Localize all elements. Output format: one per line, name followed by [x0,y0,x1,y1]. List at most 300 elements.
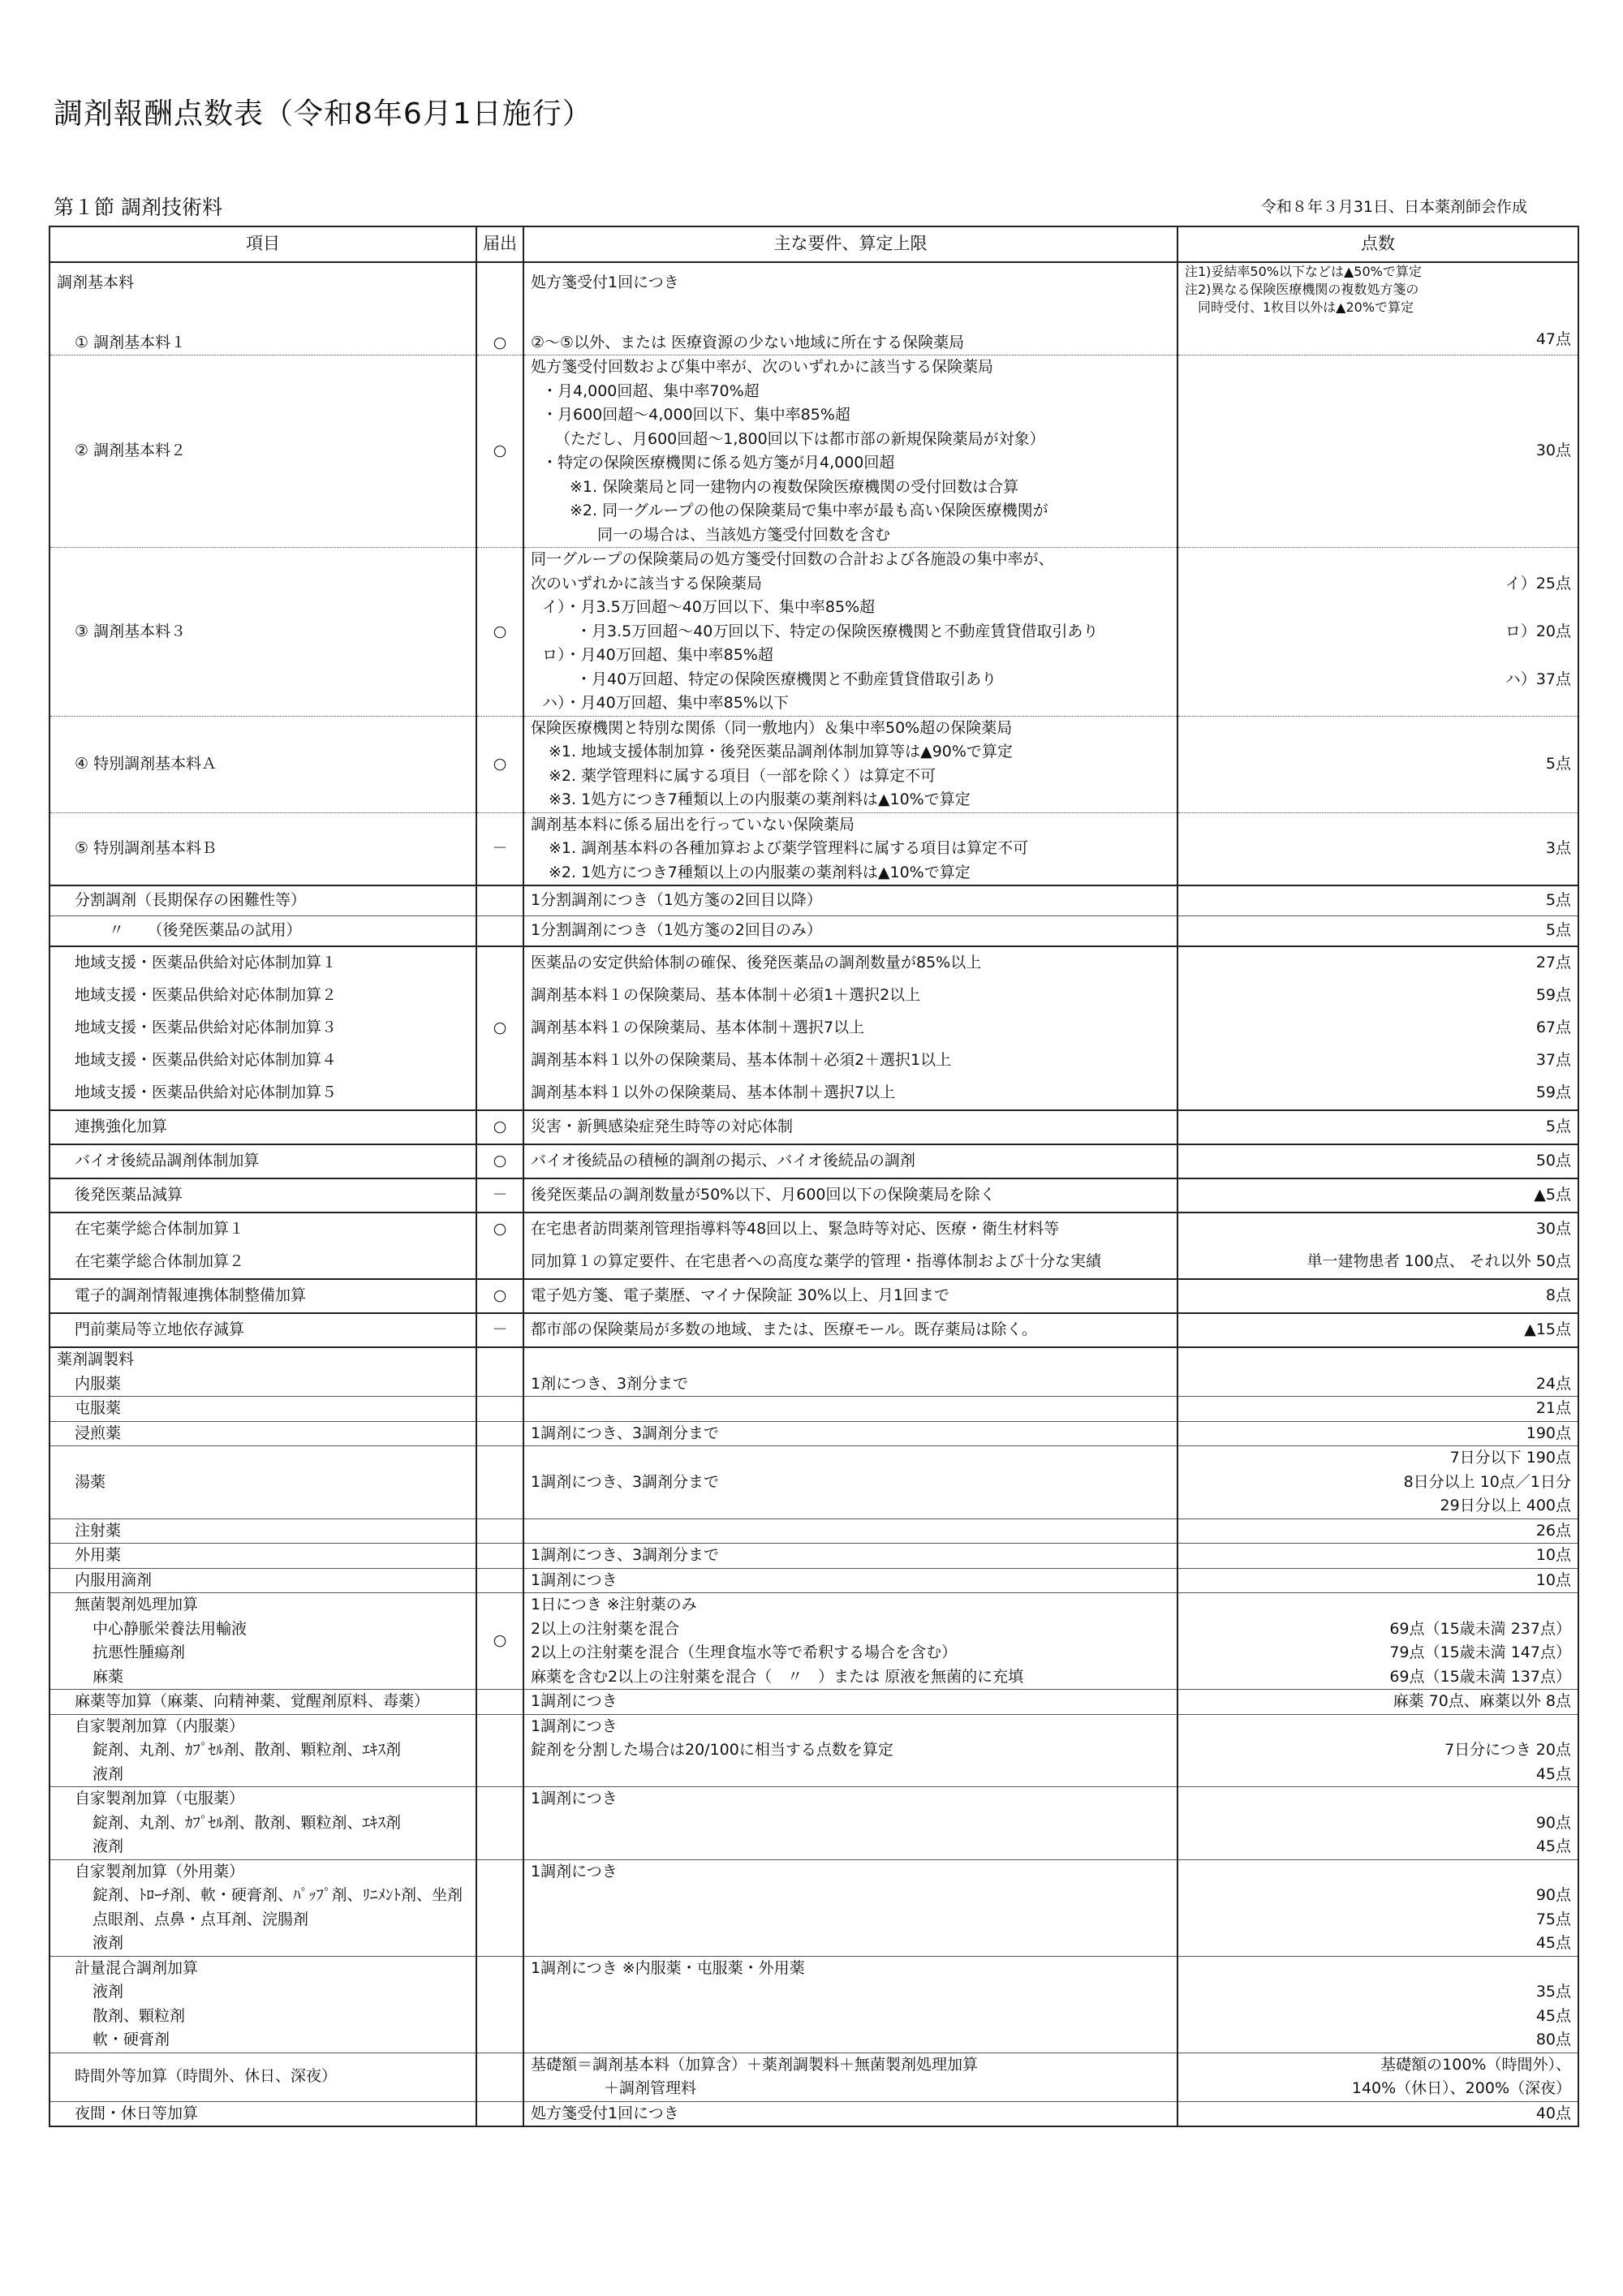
notification-mark: ○ [493,1152,507,1170]
cell-line: 1調剤につき、3調剤分まで [531,1472,720,1491]
cell-line: 電子処方箋、電子薬歴、マイナ保険証 30%以上、月1回まで [531,1286,949,1305]
table-row [50,1213,1578,1246]
header-item: 項目 [50,226,476,262]
cell-line: 45点 [1535,1764,1571,1783]
cell-line: 79点（15歳未満 147点） [1389,1643,1571,1661]
cell-line: 錠剤、丸剤、ｶﾌﾟｾﾙ剤、散剤、顆粒剤、ｴｷｽ剤 [93,1741,402,1759]
item-cell [50,1544,476,1569]
cell-line: 45点 [1535,1934,1571,1952]
cell-line: 屯服薬 [75,1399,122,1417]
cell-line: ハ）・月40万回超、集中率85%以下 [542,694,789,712]
notification-cell [476,1397,523,1422]
item-cell [50,2101,476,2126]
requirement-cell [523,1593,1177,1690]
cell-line: 24点 [1535,1374,1571,1393]
points-cell [1177,885,1578,916]
cell-line: 8日分以上 10点／1日分 [1403,1472,1571,1491]
cell-line: 散剤、顆粒剤 [93,2006,186,2025]
item-cell [50,2053,476,2101]
points-cell [1177,1313,1578,1347]
cell-line: 2以上の注射薬を混合（生理食塩水等で希釈する場合を含む） [531,1643,958,1661]
table-row [50,1518,1578,1544]
points-cell [1177,946,1578,980]
page-title: 調剤報酬点数表（令和8年6月1日施行） [54,97,592,131]
cell-line: 67点 [1535,1019,1571,1037]
cell-line [531,1932,1170,1956]
cell-line: 分割調剤（長期保存の困難性等） [75,891,307,910]
points-cell [1177,1690,1578,1715]
requirement-cell [523,1544,1177,1569]
notification-cell [476,1279,523,1313]
points-cell [1177,1012,1578,1045]
cell-line: バイオ後続品調剤体制加算 [75,1152,260,1170]
cell-line: 45点 [1535,1837,1571,1855]
item-cell [50,1246,476,1279]
cell-line: 抗悪性腫瘍剤 [93,1643,186,1661]
table-row [50,1544,1578,1569]
requirement-cell [523,1012,1177,1045]
cell-line: 地域支援・医薬品供給対応体制加算５ [75,1083,338,1102]
header-points: 点数 [1177,226,1578,262]
notification-mark: ○ [493,1019,507,1037]
cell-line: 基礎額の100%（時間外）、 [1380,2055,1571,2074]
cell-line: 40点 [1535,2104,1571,2122]
table-row [50,812,1578,885]
cell-line [1185,644,1571,668]
table-body [50,262,1578,2126]
item-cell [50,1279,476,1313]
cell-line: 90点 [1535,1813,1571,1832]
table-row [50,355,1578,548]
cell-line: 自家製剤加算（外用薬） [75,1862,245,1880]
item-cell [50,1347,476,1397]
notification-cell [476,1956,523,2053]
cell-line: イ）25点 [1505,574,1571,592]
points-cell [1177,1593,1578,1690]
cell-line: 37点 [1535,1051,1571,1070]
cell-line: 50点 [1535,1152,1571,1170]
notification-cell [476,1077,523,1110]
cell-line: ① 調剤基本料１ [75,333,187,351]
table-row [50,1279,1578,1313]
notification-cell [476,1012,523,1045]
requirement-cell [523,1045,1177,1077]
cell-line: ※1. 保険薬局と同一建物内の複数保険医療機関の受付回数は合算 [570,477,1019,496]
table-row [50,548,1578,717]
cell-line: 30点 [1535,442,1571,460]
cell-line: ※1. 調剤基本料の各種加算および薬学管理料に属する項目は算定不可 [549,839,1029,857]
table-row [50,1347,1578,1397]
cell-line: 軟・硬膏剤 [93,2031,170,2048]
requirement-cell [523,2053,1177,2101]
cell-line: 35点 [1535,1983,1571,2001]
cell-line: 湯薬 [75,1472,106,1491]
notification-mark: ○ [493,1286,507,1305]
requirement-cell [523,548,1177,717]
cell-line: 液剤 [93,1934,124,1952]
notification-cell [476,716,523,812]
cell-line: ロ）・月40万回超、集中率85%超 [542,646,773,664]
cell-line: 29日分以上 400点 [1440,1497,1571,1514]
table-row [50,1421,1578,1446]
notification-cell [476,1213,523,1246]
cell-line: 外用薬 [75,1546,122,1564]
cell-line [1185,1860,1571,1885]
cell-line: 1分割調剤につき（1処方箋の2回目以降） [531,891,822,910]
cell-line: ③ 調剤基本料３ [75,622,187,640]
cell-line: ▲5点 [1534,1186,1571,1204]
cell-line [1185,691,1571,716]
cell-line: 錠剤、丸剤、ｶﾌﾟｾﾙ剤、散剤、顆粒剤、ｴｷｽ剤 [93,1813,402,1832]
credit-line: 令和８年３月31日、日本薬剤師会作成 [1260,198,1527,216]
requirement-cell [523,716,1177,812]
points-cell [1177,1421,1578,1446]
item-cell [50,885,476,916]
cell-line [531,1348,1170,1372]
table-row [50,1956,1578,2053]
points-cell [1177,1077,1578,1110]
table-row [50,1568,1578,1593]
cell-line: 注射薬 [75,1521,122,1540]
cell-line [531,2005,1170,2029]
table-row [50,916,1578,947]
requirement-cell [523,916,1177,947]
item-cell [50,1178,476,1213]
table-row [50,1313,1578,1347]
table-row [50,1593,1578,1690]
requirement-cell [523,1213,1177,1246]
requirement-cell [523,1347,1177,1397]
cell-line [531,2028,1170,2053]
cell-line: ・特定の保険医療機関に係る処方箋が月4,000回超 [542,454,895,472]
cell-line: 1分割調剤につき（1処方箋の2回目のみ） [531,921,822,940]
cell-line: 8点 [1545,1286,1571,1305]
notification-cell [476,1313,523,1347]
cell-line: イ）・月3.5万回超～40万回以下、集中率85%超 [542,598,876,616]
cell-line: 27点 [1535,954,1571,972]
notification-cell [476,1421,523,1446]
item-cell [50,1045,476,1077]
points-cell [1177,1279,1578,1313]
requirement-cell [523,1178,1177,1213]
points-cell [1177,1144,1578,1178]
requirement-cell [523,1421,1177,1446]
item-cell [50,1568,476,1593]
cell-line: 錠剤を分割した場合は20/100に相当する点数を算定 [531,1741,893,1759]
cell-line: 地域支援・医薬品供給対応体制加算１ [75,954,338,972]
requirement-cell [523,262,1177,355]
table-row [50,1690,1578,1715]
cell-line: ② 調剤基本料２ [75,442,187,460]
cell-line: 7日分以下 190点 [1449,1449,1571,1467]
cell-line: 地域支援・医薬品供給対応体制加算３ [75,1019,338,1037]
note-line: 注2)異なる保険医療機関の複数処方箋の [1185,282,1419,297]
cell-line: ・月3.5万回超～40万回以下、特定の保険医療機関と不動産賃貸借取引あり [576,622,1099,640]
table-row [50,1787,1578,1860]
cell-line [1185,548,1571,572]
notification-mark: ○ [493,1220,507,1238]
points-cell [1177,1178,1578,1213]
cell-line: 1調剤につき [531,1570,618,1589]
points-cell [1177,1956,1578,2053]
notification-cell [476,262,523,355]
table-row [50,1077,1578,1110]
cell-line [531,1811,1170,1836]
item-cell [50,1446,476,1519]
table-row [50,1446,1578,1519]
item-cell [50,1077,476,1110]
notification-cell [476,355,523,548]
cell-line [531,1980,1170,2005]
notification-cell [476,2053,523,2101]
cell-line: 自家製剤加算（内服薬） [75,1717,245,1735]
item-cell [50,262,476,355]
notification-cell [476,1544,523,1569]
cell-line: 処方箋受付1回につき [531,274,679,291]
cell-line: ハ）37点 [1505,670,1571,688]
cell-line: 7日分につき 20点 [1444,1741,1571,1759]
notification-cell [476,1714,523,1787]
requirement-cell [523,2101,1177,2126]
notification-cell [476,1690,523,1715]
cell-line: 3点 [1545,839,1571,857]
notification-cell [476,1144,523,1178]
item-cell [50,1690,476,1715]
item-cell [50,916,476,947]
section-title: 第１節 調剤技術料 [54,196,222,219]
table-row [50,2101,1578,2126]
note-line: 注1)妥結率50%以下などは▲50%で算定 [1185,264,1422,279]
table-row [50,1859,1578,1956]
points-cell [1177,262,1578,355]
cell-line: 連携強化加算 [75,1118,168,1136]
notification-cell [476,1446,523,1519]
notification-cell [476,1110,523,1144]
table-row [50,980,1578,1012]
item-cell [50,1313,476,1347]
cell-line: 麻薬を含む2以上の注射薬を混合（ 〃 ）または 原液を無菌的に充填 [531,1667,1024,1686]
requirement-cell [523,1446,1177,1519]
requirement-cell [523,980,1177,1012]
item-cell [50,1110,476,1144]
notification-cell [476,1518,523,1544]
cell-line [531,1763,1170,1787]
cell-line: 2以上の注射薬を混合 [531,1619,680,1638]
item-cell [50,1397,476,1422]
cell-line: 45点 [1535,2006,1571,2025]
item-cell [50,812,476,885]
cell-line [1185,1787,1571,1811]
cell-line: 21点 [1535,1399,1571,1417]
requirement-cell [523,1690,1177,1715]
requirement-cell [523,812,1177,885]
table-row [50,1714,1578,1787]
cell-line: 無菌製剤処理加算 [75,1596,199,1613]
cell-line: 1剤につき、3剤分まで [531,1374,689,1393]
cell-line [531,1908,1170,1932]
requirement-cell [523,1787,1177,1860]
points-cell [1177,1787,1578,1860]
cell-line: 69点（15歳未満 137点） [1389,1667,1571,1686]
cell-line: 5点 [1545,754,1571,773]
cell-line: 保険医療機関と特別な関係（同一敷地内）＆集中率50%超の保険薬局 [531,718,1013,737]
points-cell [1177,1110,1578,1144]
item-cell [50,980,476,1012]
cell-line: 浸煎薬 [75,1424,122,1442]
cell-line [531,1397,1170,1421]
cell-line: 麻薬 [93,1667,124,1686]
cell-line: 10点 [1535,1546,1571,1564]
cell-line [1185,1715,1571,1739]
cell-line: 麻薬 70点、麻薬以外 8点 [1393,1692,1571,1710]
cell-line: 調剤基本料に係る届出を行っていない保険薬局 [531,815,855,834]
cell-line: 後発医薬品減算 [75,1186,183,1204]
cell-line: 30点 [1535,1220,1571,1238]
cell-line: 在宅患者訪問薬剤管理指導料等48回以上、緊急時等対応、医療・衛生材料等 [531,1220,1060,1238]
cell-line: 90点 [1535,1886,1571,1904]
cell-line: 5点 [1545,1118,1571,1136]
points-cell [1177,1714,1578,1787]
notification-cell [476,1787,523,1860]
points-cell [1177,916,1578,947]
cell-line [1185,1348,1571,1372]
cell-line [531,1835,1170,1859]
notification-mark: － [492,1320,508,1339]
requirement-cell [523,946,1177,980]
cell-line: 1調剤につき [531,1790,618,1807]
cell-line: ※2. 同一グループの他の保険薬局で集中率が最も高い保険医療機関が [570,502,1048,519]
cell-line: 単一建物患者 100点、 それ以外 50点 [1307,1252,1571,1271]
cell-line: ロ）20点 [1505,622,1571,640]
cell-line: 内服用滴剤 [75,1570,153,1589]
cell-line: 医薬品の安定供給体制の確保、後発医薬品の調剤数量が85%以上 [531,954,982,972]
notification-cell [476,812,523,885]
notification-mark: － [492,839,508,857]
requirement-cell [523,1714,1177,1787]
cell-line: 5点 [1545,921,1571,940]
cell-line: バイオ後続品の積極的調剤の掲示、バイオ後続品の調剤 [531,1152,915,1170]
cell-line: 在宅薬学総合体制加算１ [75,1220,245,1238]
table-row [50,262,1578,355]
cell-line: 錠剤、ﾄﾛｰﾁ剤、軟・硬膏剤、ﾊﾟｯﾌﾟ剤、ﾘﾆﾒﾝﾄ剤、坐剤 [93,1886,463,1904]
cell-line: 次のいずれかに該当する保険薬局 [531,574,763,592]
cell-line: 自家製剤加算（屯服薬） [75,1790,245,1807]
cell-line: ・月600回超～4,000回以下、集中率85%超 [542,406,850,424]
points-cell [1177,980,1578,1012]
cell-line: 液剤 [93,1764,124,1783]
cell-line: 夜間・休日等加算 [75,2104,199,2122]
points-cell [1177,2101,1578,2126]
notification-cell [476,548,523,717]
header-requirements: 主な要件、算定上限 [523,226,1177,262]
cell-line: 1調剤につき [531,1717,618,1735]
notification-cell [476,1568,523,1593]
cell-line: 75点 [1535,1910,1571,1928]
item-cell [50,1518,476,1544]
cell-line [1185,1593,1571,1618]
table-row [50,1045,1578,1077]
points-cell [1177,1544,1578,1569]
requirement-cell [523,1144,1177,1178]
cell-line: 69点（15歳未満 237点） [1389,1619,1571,1638]
notification-mark: ○ [493,1118,507,1136]
table-row [50,1178,1578,1213]
requirement-cell [523,355,1177,548]
cell-line: 1調剤につき、3調剤分まで [531,1424,720,1442]
points-cell [1177,355,1578,548]
cell-line: （ただし、月600回超～1,800回以下は都市部の新規保険薬局が対象） [555,429,1045,448]
requirement-cell [523,1956,1177,2053]
cell-line: 1調剤につき [531,1862,618,1880]
points-cell [1177,2053,1578,2101]
cell-line: 内服薬 [75,1374,122,1393]
cell-line: 液剤 [93,1983,124,2001]
cell-line: 1調剤につき、3調剤分まで [531,1546,720,1564]
requirement-cell [523,1518,1177,1544]
notification-cell [476,1347,523,1397]
cell-line: ※2. 1処方につき7種類以上の内服薬の薬剤料は▲10%で算定 [549,863,971,881]
cell-line: ＋調剤管理料 [604,2079,697,2097]
notification-cell [476,916,523,947]
requirement-cell [523,1279,1177,1313]
requirement-cell [523,1397,1177,1422]
cell-line: 点眼剤、点鼻・点耳剤、浣腸剤 [93,1910,309,1928]
points-cell [1177,1568,1578,1593]
table-header-row [50,226,1578,262]
cell-line: 液剤 [93,1837,124,1855]
notification-cell [476,980,523,1012]
table-row [50,1246,1578,1279]
cell-line: ※3. 1処方につき7種類以上の内服薬の薬剤料は▲10%で算定 [549,790,971,808]
cell-line: ※1. 地域支援体制加算・後発医薬品調剤体制加算等は▲90%で算定 [549,743,1013,760]
cell-line [531,1884,1170,1908]
item-cell [50,1012,476,1045]
item-cell [50,716,476,812]
points-cell [1177,1246,1578,1279]
cell-line: 1調剤につき [531,1692,618,1710]
notification-cell [476,885,523,916]
cell-line [1185,1957,1571,1981]
cell-line: ※2. 薬学管理料に属する項目（一部を除く）は算定不可 [549,766,936,785]
points-value: 47点 [1535,330,1571,348]
requirement-cell [523,1110,1177,1144]
cell-line: 調剤基本料 [57,274,135,291]
cell-line: 1調剤につき ※内服薬・屯服薬・外用薬 [531,1958,805,1977]
table-row [50,1110,1578,1144]
table-row [50,1012,1578,1045]
cell-line: 麻薬等加算（麻薬、向精神薬、覚醒剤原料、毒薬） [75,1692,430,1710]
cell-line: 調剤基本料１の保険薬局、基本体制＋必須1＋選択2以上 [531,986,921,1005]
requirement-cell [523,1859,1177,1956]
cell-line: 計量混合調剤加算 [75,1958,199,1977]
item-cell [50,946,476,980]
cell-line: 地域支援・医薬品供給対応体制加算４ [75,1051,338,1070]
item-cell [50,1956,476,2053]
cell-line: 調剤基本料１の保険薬局、基本体制＋選択7以上 [531,1019,865,1037]
cell-line: 災害・新興感染症発生時等の対応体制 [531,1118,794,1136]
cell-line [1185,596,1571,620]
notification-mark: ○ [493,754,507,773]
notification-mark: ○ [493,333,507,351]
notification-cell [476,1859,523,1956]
item-cell [50,1859,476,1956]
notification-cell [476,1246,523,1279]
requirement-cell [523,1077,1177,1110]
notification-cell [476,2101,523,2126]
cell-line: 都市部の保険薬局が多数の地域、または、医療モール。既存薬局は除く。 [531,1320,1037,1339]
cell-line: 処方箋受付回数および集中率が、次のいずれかに該当する保険薬局 [531,358,994,376]
cell-line: 140%（休日）、200%（深夜） [1351,2079,1571,2097]
